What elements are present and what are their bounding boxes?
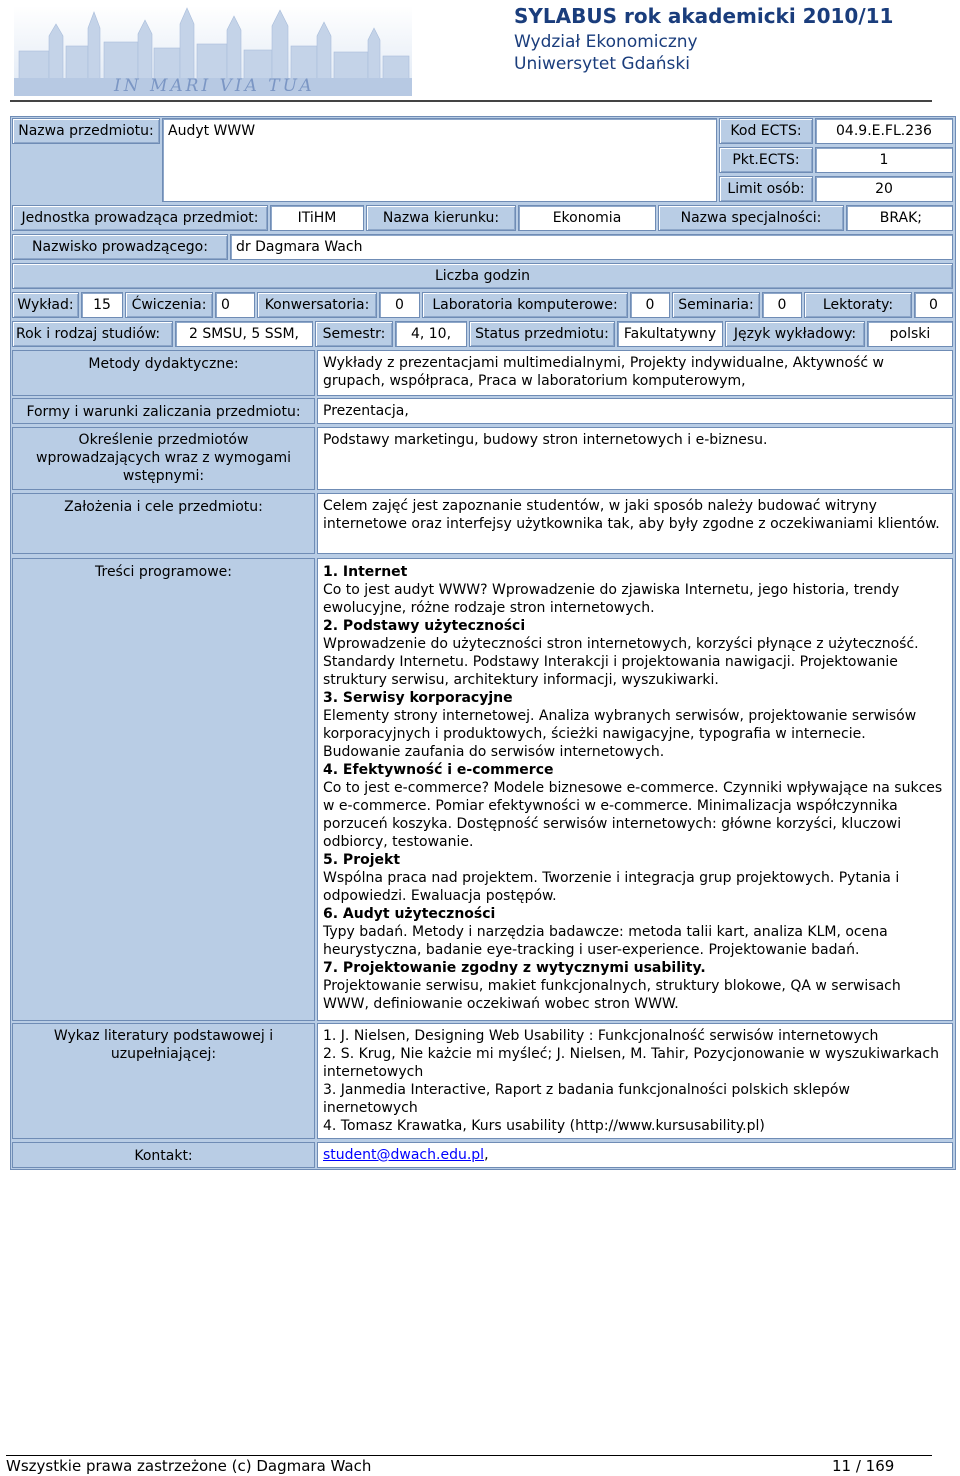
status-value: Fakultatywny bbox=[617, 321, 723, 347]
topic-heading: 3. Serwisy korporacyjne bbox=[323, 690, 513, 706]
university-name: Uniwersytet Gdański bbox=[514, 54, 690, 74]
contact-suffix: , bbox=[484, 1147, 489, 1163]
tresci-label: Treści programowe: bbox=[12, 558, 315, 1021]
kierunek-value: Ekonomia bbox=[518, 205, 656, 231]
contact-email-link[interactable]: student@dwach.edu.pl bbox=[323, 1147, 485, 1163]
lecturer-label: Nazwisko prowadzącego: bbox=[12, 234, 228, 260]
unit-label: Jednostka prowadząca przedmiot: bbox=[12, 205, 268, 231]
course-name-value: Audyt WWW bbox=[162, 118, 717, 202]
topic-heading: 6. Audyt użyteczności bbox=[323, 906, 496, 922]
limit-label: Limit osób: bbox=[719, 176, 813, 202]
topic-heading: 7. Projektowanie zgodny z wytycznymi usability. bbox=[323, 960, 706, 976]
topic-text: Wspólna praca nad projektem. Tworzenie i integracja grup projektowych. Pytania i odpowiedzi. Ewaluacja postępów. bbox=[323, 870, 900, 904]
tresci-value bbox=[317, 558, 953, 1021]
jezyk-label: Język wykładowy: bbox=[725, 321, 865, 347]
seminaria-label: Seminaria: bbox=[672, 292, 760, 318]
topic-text: Wprowadzenie do użyteczności stron internetowych, korzyści płynące z użyteczność. Standardy Internetu. Podstawy Interakcji i projektowania nawigacji. Projektowanie struktury serwisu, architektury informacji, wyszukiwarki. bbox=[323, 636, 919, 688]
kontakt-value bbox=[317, 1142, 953, 1168]
footer-divider bbox=[6, 1455, 932, 1456]
pkt-ects-label: Pkt.ECTS: bbox=[719, 147, 813, 173]
wyklad-value: 15 bbox=[81, 292, 123, 318]
limit-value: 20 bbox=[815, 176, 953, 202]
topic-heading: 1. Internet bbox=[323, 564, 408, 580]
topic-heading: 2. Podstawy użyteczności bbox=[323, 618, 526, 634]
formy-value: Prezentacja, bbox=[317, 398, 953, 424]
literature-item: 1. J. Nielsen, Designing Web Usability : Funkcjonalność serwisów internetowych bbox=[323, 1028, 879, 1044]
topic-text: Elementy strony internetowej. Analiza wybranych serwisów, projektowanie serwisów korporacyjnych i produktowych, ścieżki nawigacyjne, typografia w internecie. Budowanie zaufania do serwisów internetowych. bbox=[323, 708, 917, 760]
semestr-label: Semestr: bbox=[315, 321, 393, 347]
topic-text: Co to jest e-commerce? Modele biznesowe e-commerce. Czynniki wpływające na sukces w e-commerce. Pomiar efektywności w e-commerce. Minimalizacja współczynnika porzuceń koszyka. Dostępność serwisów internetowych: główne korzyści, kluczowi odbiorcy, testowanie. bbox=[323, 780, 943, 850]
kod-ects-value: 04.9.E.FL.236 bbox=[815, 118, 953, 144]
literature-item: 3. Janmedia Interactive, Raport z badania funkcjonalności polskich sklepów inernetowych bbox=[323, 1082, 850, 1116]
rok-label: Rok i rodzaj studiów: bbox=[12, 321, 173, 347]
syllabus-title: SYLABUS rok akademicki 2010/11 bbox=[514, 4, 894, 28]
status-label: Status przedmiotu: bbox=[469, 321, 615, 347]
seminaria-value: 0 bbox=[762, 292, 802, 318]
rok-value: 2 SMSU, 5 SSM, bbox=[175, 321, 313, 347]
literature-item: 2. S. Krug, Nie każcie mi myśleć; J. Nielsen, M. Tahir, Pozycjonowanie w wyszukiwarkach internetowych bbox=[323, 1046, 939, 1080]
specjalnosc-label: Nazwa specjalności: bbox=[658, 205, 844, 231]
konwersatoria-value: 0 bbox=[379, 292, 420, 318]
okreslenie-value: Podstawy marketingu, budowy stron internetowych i e-biznesu. bbox=[317, 427, 953, 490]
topic-text: Typy badań. Metody i narzędzia badawcze: metoda talii kart, analiza KLM, ocena heurystyczna, badanie eye-tracking i user-experience. Projektowanie badań. bbox=[323, 924, 888, 958]
literature-item: 4. Tomasz Krawatka, Kurs usability (http://www.kursusability.pl) bbox=[323, 1118, 765, 1134]
formy-label: Formy i warunki zaliczania przedmiotu: bbox=[12, 398, 315, 424]
laboratoria-value: 0 bbox=[630, 292, 670, 318]
course-name-label: Nazwa przedmiotu: bbox=[12, 118, 160, 144]
cwiczenia-label: Ćwiczenia: bbox=[125, 292, 213, 318]
lecturer-value: dr Dagmara Wach bbox=[230, 234, 953, 260]
footer-copyright: Wszystkie prawa zastrzeżone (c) Dagmara Wach bbox=[6, 1457, 372, 1475]
cwiczenia-value: 0 bbox=[215, 292, 255, 318]
konwersatoria-label: Konwersatoria: bbox=[257, 292, 377, 318]
lektoraty-value: 0 bbox=[914, 292, 953, 318]
metody-value: Wykłady z prezentacjami multimedialnymi, Projekty indywidualne, Aktywność w grupach, współpraca, Praca w laboratorium komputerowym, bbox=[317, 350, 953, 396]
pkt-ects-value: 1 bbox=[815, 147, 953, 173]
hours-title: Liczba godzin bbox=[12, 263, 953, 289]
lektoraty-label: Lektoraty: bbox=[804, 292, 912, 318]
faculty-name: Wydział Ekonomiczny bbox=[514, 32, 698, 52]
footer-page-number: 11 / 169 bbox=[832, 1457, 895, 1475]
literatura-value bbox=[317, 1023, 953, 1139]
kierunek-label: Nazwa kierunku: bbox=[366, 205, 516, 231]
topic-heading: 5. Projekt bbox=[323, 852, 401, 868]
specjalnosc-value: BRAK; bbox=[846, 205, 953, 231]
topic-heading: 4. Efektywność i e-commerce bbox=[323, 762, 554, 778]
jezyk-value: polski bbox=[867, 321, 953, 347]
zalozenia-value: Celem zajęć jest zapoznanie studentów, w jaki sposób należy budować witryny internetowe oraz interfejsy użytkownika tak, aby były zgodne z oczekiwaniami klientów. bbox=[317, 493, 953, 554]
semestr-value: 4, 10, bbox=[395, 321, 467, 347]
kod-ects-label: Kod ECTS: bbox=[719, 118, 813, 144]
logo-motto: IN MARI VIA TUA bbox=[114, 76, 315, 96]
header-logo bbox=[14, 6, 412, 96]
wyklad-label: Wykład: bbox=[12, 292, 79, 318]
okreslenie-label: Określenie przedmiotów wprowadzających wraz z wymogami wstępnymi: bbox=[12, 427, 315, 490]
literatura-label: Wykaz literatury podstawowej i uzupełniającej: bbox=[12, 1023, 315, 1139]
zalozenia-label: Założenia i cele przedmiotu: bbox=[12, 493, 315, 554]
header-divider bbox=[10, 100, 932, 102]
metody-label: Metody dydaktyczne: bbox=[12, 350, 315, 396]
topic-text: Co to jest audyt WWW? Wprowadzenie do zjawiska Internetu, jego historia, trendy ewolucyjne, różne rodzaje stron internetowych. bbox=[323, 582, 900, 616]
laboratoria-label: Laboratoria komputerowe: bbox=[422, 292, 628, 318]
kontakt-label: Kontakt: bbox=[12, 1142, 315, 1168]
topic-text: Projektowanie serwisu, makiet funkcjonalnych, struktury blokowe, QA w serwisach WWW, definiowanie oczekiwań wobec stron WWW. bbox=[323, 978, 901, 1012]
unit-value: ITiHM bbox=[270, 205, 364, 231]
